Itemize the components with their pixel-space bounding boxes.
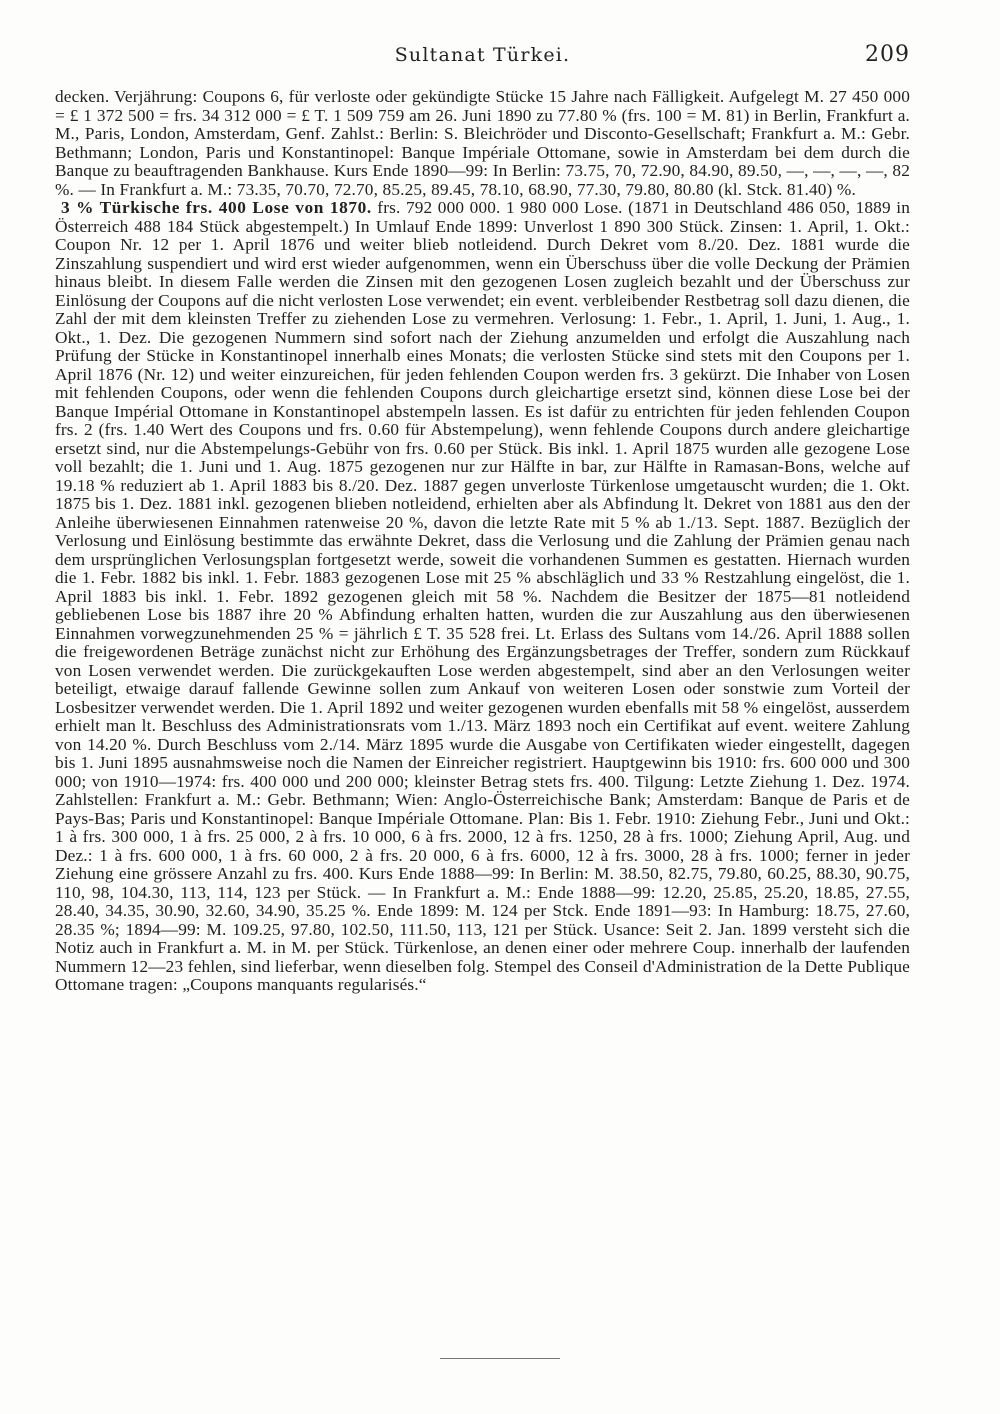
running-title: Sultanat Türkei. [394,44,571,66]
section-paragraph [55,199,910,995]
end-rule [440,1358,560,1359]
paragraph-intro: decken. Verjährung: Coupons 6, für verloste oder gekündigte Stücke 15 Jahre nach Fälligkeit. Aufgelegt M. 27 450 000 = £ 1 372 500 = frs. 34 312 000 = £ T. 1 509 759 am 26. Juni 1890 zu 77.80 % (frs. 100 = M. 81) in Berlin, Frankfurt a. M., Paris, London, Amsterdam, Genf. Zahlst.: Berlin: S. Bleichröder und Disconto-Gesellschaft; Frankfurt a. M.: Gebr. Bethmann; London, Paris und Konstantinopel: Banque Impériale Ottomane, sowie in Amsterdam bei dem durch die Banque zu beauftragenden Bankhause. Kurs Ende 1890—99: In Berlin: 73.75, 70, 72.90, 84.90, 89.50, —, —, —, —, 82 %. — In Frankfurt a. M.: 73.35, 70.70, 72.70, 85.25, 89.45, 78.10, 68.90, 77.30, 79.80, 80.80 (kl. Stck. 81.40) %. [55,87,910,199]
paragraph-lose-1870: frs. 792 000 000. 1 980 000 Lose. (1871 in Deutschland 486 050, 1889 in Österreich 488 184 Stück abgestempelt.) In Umlauf Ende 1899: Unverlost 1 890 300 Stück. Zinsen: 1. April, 1. Okt.: Coupon Nr. 12 per 1. April 1876 und weiter blieb notleidend. Durch Dekret vom 8./20. Dez. 1881 wurde die Zinszahlung suspendiert und wird erst wieder aufgenommen, wenn ein Überschuss über die volle Deckung der Prämien hinaus bleibt. In diesem Falle werden die Zinsen mit den gezogenen Losen zugleich bezahlt und der Überschuss zur Einlösung der Coupons auf die nicht verlosten Lose verwendet; ein event. verbleibender Restbetrag soll dazu dienen, die Zahl der mit dem kleinsten Treffer zu ziehenden Lose zu vermehren. Verlosung: 1. Febr., 1. April, 1. Juni, 1. Aug., 1. Okt., 1. Dez. Die gezogenen Nummern sind sofort nach der Ziehung anzumelden und erfolgt die Auszahlung nach Prüfung der Stücke in Konstantinopel innerhalb eines Monats; die verlosten Stücke sind stets mit den Coupons per 1. April 1876 (Nr. 12) und weiter einzureichen, für jeden fehlenden Coupon werden frs. 3 gekürzt. Die Inhaber von Losen mit fehlenden Coupons, oder wenn die fehlenden Coupons durch gleichartige ersetzt sind, können diese Lose bei der Banque Impérial Ottomane in Konstantinopel abstempeln lassen. Es ist dafür zu entrichten für jeden fehlenden Coupon frs. 2 (frs. 1.40 Wert des Coupons und frs. 0.60 für Abstempelung), wenn fehlende Coupons durch andere gleichartige ersetzt sind, nur die Abstempelungs-Gebühr von frs. 0.60 per Stück. Bis inkl. 1. April 1875 wurden alle gezogene Lose voll bezahlt; die 1. Juni und 1. Aug. 1875 gezogenen nur zur Hälfte in bar, zur Hälfte in Ramasan-Bons, welche auf 19.18 % reduziert ab 1. April 1883 bis 8./20. Dez. 1887 gegen unverloste Türkenlose umgetauscht wurden; die 1. Okt. 1875 bis 1. Dez. 1881 inkl. gezogenen blieben notleidend, erhielten aber als Abfindung lt. Dekret von 1881 aus den der Anleihe überwiesenen Einnahmen ratenweise 20 %, davon die letzte Rate mit 5 % ab 1./13. Sept. 1887. Bezüglich der Verlosung und Einlösung bestimmte das erwähnte Dekret, dass die Verlosung und die Zahlung der Prämien genau nach dem ursprünglichen Verlosungsplan fortgesetzt werde, soweit die vorhandenen Summen es gestatten. Hiernach wurden die 1. Febr. 1882 bis inkl. 1. Febr. 1883 gezogenen Lose mit 25 % abschläglich und 33 % Restzahlung eingelöst, die 1. April 1883 bis inkl. 1. Febr. 1892 gezogenen gleich mit 58 %. Nachdem die Besitzer der 1875—81 notleidend gebliebenen Lose bis 1887 ihre 20 % Abfindung erhalten hatten, wurden die zur Auszahlung aus den überwiesenen Einnahmen vorwegzunehmenden 25 % = jährlich £ T. 35 528 frei. Lt. Erlass des Sultans vom 14./26. April 1888 sollen die freigewordenen Beträge zunächst nicht zur Erhöhung des Ergänzungsbetrages der Treffer, sondern zum Rückkauf von Losen verwendet werden. Die zurückgekauften Lose werden abgestempelt, sind aber an den Verlosungen weiter beteiligt, etwaige darauf fallende Gewinne sollen zum Ankauf von weiteren Losen oder sonstwie zum Vorteil der Losbesitzer verwendet werden. Die 1. April 1892 und weiter gezogenen wurden ebenfalls mit 58 % eingelöst, ausserdem erhielt man lt. Beschluss des Administrationsrats vom 1./13. März 1893 noch ein Certifikat auf event. weitere Zahlung von 14.20 %. Durch Beschluss vom 2./14. März 1895 wurde die Ausgabe von Certifikaten wieder eingestellt, dagegen bis 1. Juni 1895 ausnahmsweise noch die Namen der Einreicher registriert. Hauptgewinn bis 1910: frs. 600 000 und 300 000; von 1910—1974: frs. 400 000 und 200 000; kleinster Betrag stets frs. 400. Tilgung: Letzte Ziehung 1. Dez. 1974. Zahlstellen: Frankfurt a. M.: Gebr. Bethmann; Wien: Anglo-Österreichische Bank; Amsterdam: Banque de Paris et de Pays-Bas; Paris und Konstantinopel: Banque Impériale Ottomane. Plan: Bis 1. Febr. 1910: Ziehung Febr., Juni und Okt.: 1 à frs. 300 000, 1 à frs. 25 000, 2 à frs. 10 000, 6 à frs. 2000, 12 à frs. 1250, 28 à frs. 1000; Ziehung April, Aug. und Dez.: 1 à frs. 600 000, 1 à frs. 60 000, 2 à frs. 20 000, 6 à frs. 6000, 12 à frs. 3000, 28 à frs. 1000; ferner in jeder Ziehung eine grössere Anzahl zu frs. 400. Kurs Ende 1888—99: In Berlin: M. 38.50, 82.75, 79.80, 60.25, 88.30, 90.75, 110, 98, 104.30, 113, 114, 123 per Stück. — In Frankfurt a. M.: Ende 1888—99: 12.20, 25.85, 25.20, 18.85, 27.55, 28.40, 34.35, 30.90, 32.60, 34.90, 35.25 %. Ende 1899: M. 124 per Stck. Ende 1891—93: In Hamburg: 18.75, 27.60, 28.35 %; 1894—99: M. 109.25, 97.80, 102.50, 111.50, 113, 121 per Stück. Usance: Seit 2. Jan. 1899 versteht sich die Notiz auch in Frankfurt a. M. in M. per Stück. Türkenlose, an denen einer oder mehrere Coup. innerhalb der laufenden Nummern 12—23 fehlen, sind lieferbar, wenn dieselben folg. Stempel des Conseil d'Administration de la Dette Publique Ottomane tragen: „Coupons manquants regularisés.“ [55,198,910,994]
section-heading: 3 % Türkische frs. 400 Lose von 1870. [61,198,372,217]
running-head [55,44,910,88]
page-number: 209 [865,42,910,67]
body-text [55,88,910,995]
